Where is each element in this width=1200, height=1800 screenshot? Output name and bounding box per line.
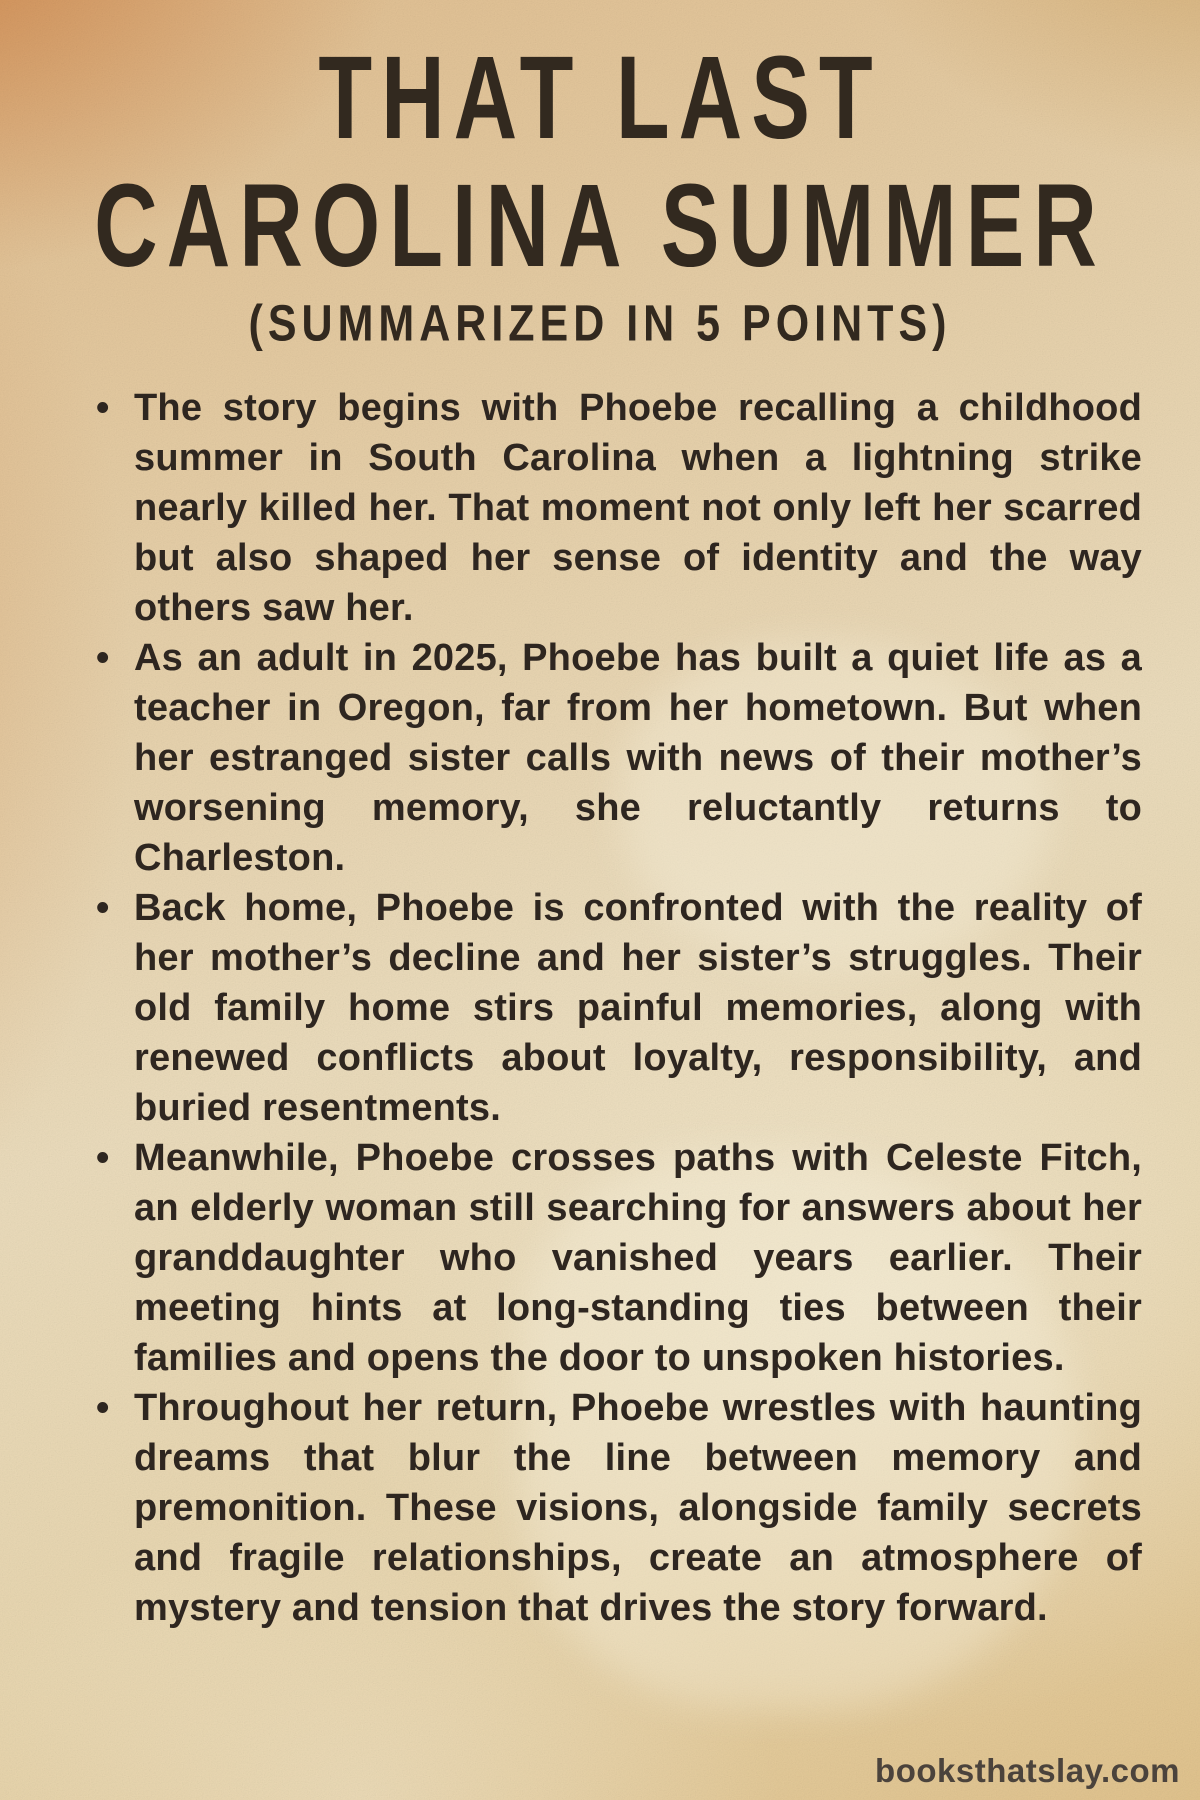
page-title [0, 30, 1200, 292]
site-watermark: booksthatslay.com [875, 1752, 1180, 1789]
header [0, 0, 1200, 353]
summary-point-5: • Throughout her return, Phoebe wrestles with haunting dreams that blur the line between memory and premonition. These visions, alongside family secrets and fragile relationships, create an atmosphere of mystery and tension that drives the story forward. [62, 1383, 1142, 1633]
summary-point-4: • Meanwhile, Phoebe crosses paths with Celeste Fitch, an elderly woman still searching for answers about her granddaughter who vanished years earlier. Their meeting hints at long-standing ties between their families and opens the door to unspoken histories. [62, 1133, 1142, 1383]
title-line-1: THAT LAST [318, 30, 882, 164]
summary-point-3: • Back home, Phoebe is confronted with the reality of her mother’s decline and her sister’s struggles. Their old family home stirs painful memories, along with renewed conflicts about loyalty, responsibility, and buried resentments. [62, 883, 1142, 1133]
page-subtitle: (SUMMARIZED IN 5 POINTS) [248, 295, 952, 353]
summary-points-list [0, 383, 1200, 1633]
summary-point-2: • As an adult in 2025, Phoebe has built a quiet life as a teacher in Oregon, far from her hometown. But when her estranged sister calls with news of their mother’s worsening memory, she reluctantly returns to Charleston. [62, 633, 1142, 883]
summary-point-1: • The story begins with Phoebe recalling a childhood summer in South Carolina when a lightning strike nearly killed her. That moment not only left her scarred but also shaped her sense of identity and the way others saw her. [62, 383, 1142, 633]
title-line-2: CAROLINA SUMMER [94, 159, 1106, 292]
